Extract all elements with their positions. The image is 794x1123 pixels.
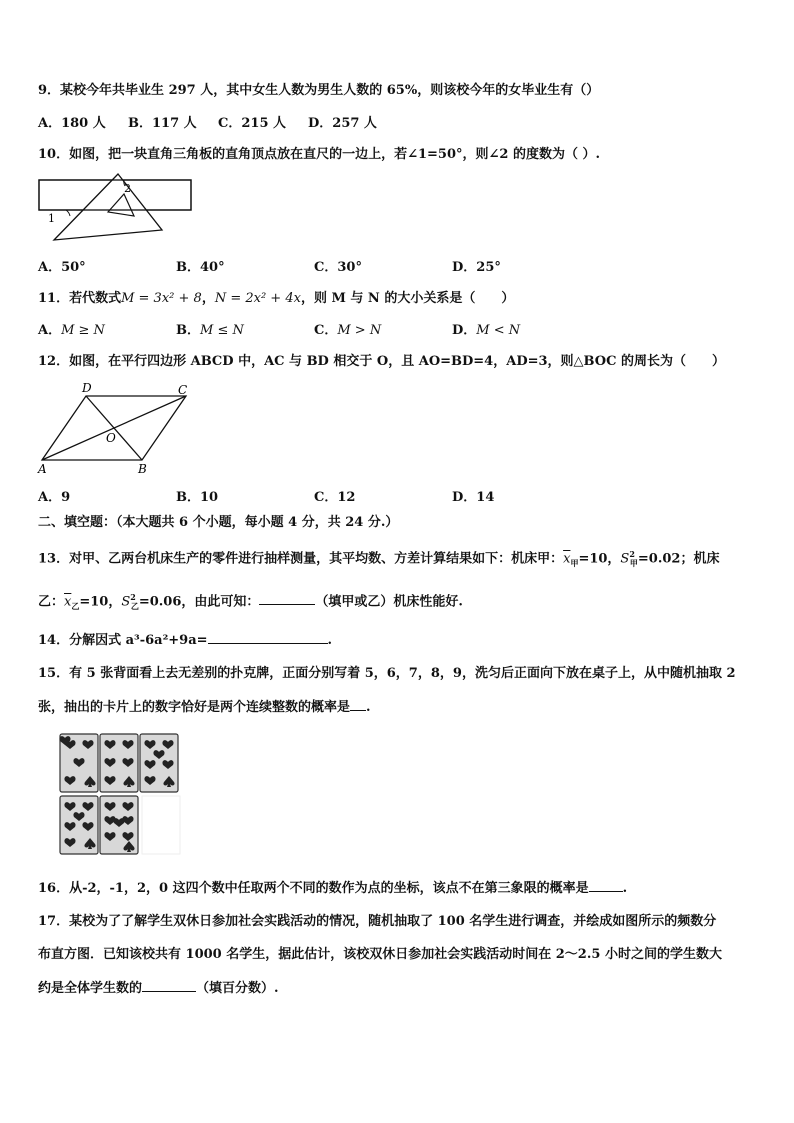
q13-answer-blank[interactable]: [259, 591, 315, 605]
q11-separator: ，: [201, 291, 215, 306]
q9-option-b: B．117 人: [128, 116, 197, 131]
q11-option-d: D．M < N: [452, 323, 521, 338]
x-bar-yi: $\overline{x}$: [64, 594, 72, 610]
angle-1-label: 1: [48, 212, 55, 225]
q11-option-b: B．M ≤ N: [176, 323, 244, 338]
q11-suffix: ，则 M 与 N 的大小关系是（ ）: [300, 291, 515, 306]
ruler-triangle-figure: [36, 172, 196, 244]
point-o-label: O: [106, 431, 116, 445]
q9-option-c: C．215 人: [218, 116, 287, 131]
q15-line-2: 张，抽出的卡片上的数字恰好是两个连续整数的概率是 .: [38, 697, 371, 717]
q11-n-expression: N = 2x² + 4x: [214, 291, 301, 306]
q16-answer-blank[interactable]: [589, 878, 623, 892]
q10-option-a: A．50°: [38, 260, 86, 275]
q10-option-c: C．30°: [314, 260, 362, 275]
q17-line-2: 布直方图．已知该校共有 1000 名学生，据此估计，该校双休日参加社会实践活动时间在 2～2.5 小时之间的学生数大: [38, 947, 722, 962]
q14-answer-blank[interactable]: [208, 630, 328, 644]
q16-line: 16．从-2，-1，2，0 这四个数中任取两个不同的数作为点的坐标，该点不在第三象限的概率是 .: [38, 878, 627, 898]
q9-option-d: D．257 人: [308, 116, 377, 131]
vertex-b-label: B: [138, 462, 147, 476]
parallelogram-figure: [36, 380, 196, 476]
q11-m-expression: M = 3x² + 8: [121, 291, 202, 306]
q10-option-d: D．25°: [452, 260, 501, 275]
q10-option-b: B．40°: [176, 260, 225, 275]
q12-option-d: D．14: [452, 490, 495, 505]
q11-option-c: C．M > N: [314, 323, 382, 338]
q14-line: 14．分解因式 a³-6a²+9a= .: [38, 630, 332, 650]
angle-2-label: 2: [124, 182, 131, 195]
q10-stem: 10．如图，把一块直角三角板的直角顶点放在直尺的一边上，若∠1=50°，则∠2 的度数为（ ）.: [38, 147, 601, 162]
q17-line-3: 约是全体学生数的 （填百分数）.: [38, 978, 279, 998]
q11-prefix: 11．若代数式: [38, 291, 122, 306]
vertex-c-label: C: [178, 383, 188, 397]
playing-cards-figure: [58, 732, 184, 858]
q9-stem: 9．某校今年共毕业生 297 人，其中女生人数为男生人数的 65%，则该校今年的女毕业生有（）: [38, 83, 600, 98]
q13-line-2: 乙：$\overline{x}_乙=10$，$S^2_乙=0.06$，由此可知： （填甲或乙）机床性能好.: [38, 592, 463, 611]
x-bar-jia: $\overline{x}$: [563, 551, 571, 567]
q9-option-a: A．180 人: [38, 116, 106, 131]
q12-stem: 12．如图，在平行四边形 ABCD 中，AC 与 BD 相交于 O，且 AO=BD=4，AD=3，则△BOC 的周长为（ ）: [38, 354, 725, 369]
s-squared-yi: S: [121, 594, 131, 610]
section-2-heading: 二、填空题：（本大题共 6 个小题，每小题 4 分，共 24 分.）: [38, 515, 399, 530]
q15-line-1: 15．有 5 张背面看上去无差别的扑克牌，正面分别写着 5，6，7，8，9，洗匀后正面向下放在桌子上，从中随机抽取 2: [38, 666, 736, 681]
s-squared-jia: S: [620, 551, 630, 567]
q13-line-1: 13．对甲、乙两台机床生产的零件进行抽样测量，其平均数、方差计算结果如下：机床甲：$\overline{x}_甲=10$，$S^2_甲=0.02$；机床: [38, 549, 720, 568]
vertex-a-label: A: [38, 462, 47, 476]
q17-answer-blank[interactable]: [142, 978, 196, 992]
q12-option-b: B．10: [176, 490, 219, 505]
q15-answer-blank[interactable]: [350, 697, 366, 711]
q12-option-c: C．12: [314, 490, 356, 505]
q12-option-a: A．9: [38, 490, 71, 505]
q11-option-a: A．M ≥ N: [38, 323, 105, 338]
q17-line-1: 17．某校为了了解学生双休日参加社会实践活动的情况，随机抽取了 100 名学生进行调查，并绘成如图所示的频数分: [38, 914, 717, 929]
q11-stem: [38, 290, 514, 308]
vertex-d-label: D: [82, 381, 92, 395]
